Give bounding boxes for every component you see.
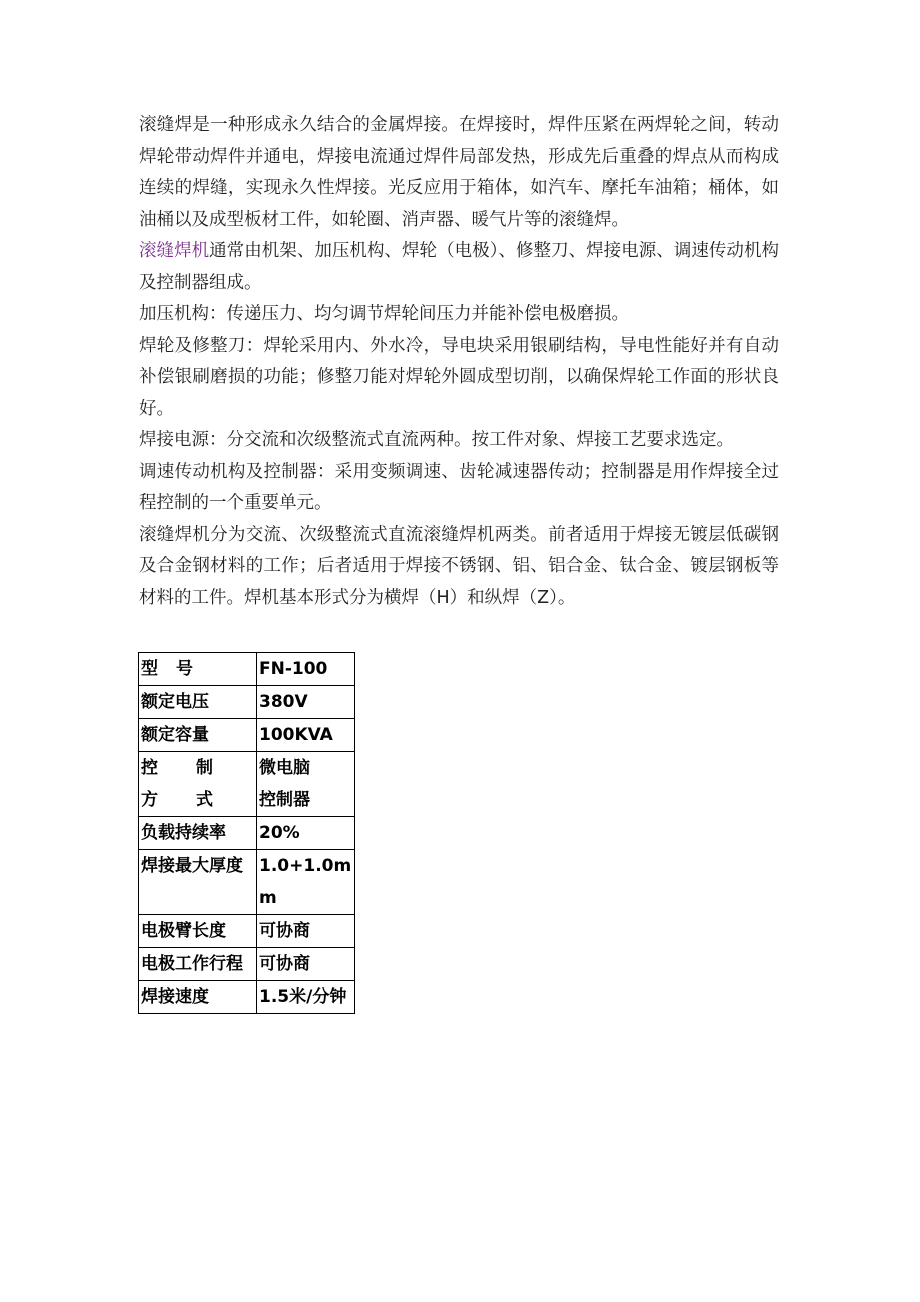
power-supply-paragraph: 焊接电源：分交流和次级整流式直流两种。按工件对象、焊接工艺要求选定。 xyxy=(139,430,734,450)
intro-paragraph: 滚缝焊是一种形成永久结合的金属焊接。在焊接时，焊件压紧在两焊轮之间，转动焊轮带动焊件并通电，焊接电流通过焊件局部发热，形成先后重叠的焊点从而构成连续的焊缝，实现永久性焊接。光反应用于箱体，如汽车、摩托车油箱；桶体，如油桶以及成型板材工件，如轮圈、消声器、暖气片等的滚缝焊。 xyxy=(139,115,779,230)
table-row xyxy=(139,948,355,981)
speed-label: 焊接速度 xyxy=(139,981,257,1014)
capacity-value: 100KVA xyxy=(257,719,355,752)
seam-welder-link[interactable]: 滚缝焊机 xyxy=(139,241,210,261)
wheel-trimmer-paragraph: 焊轮及修整刀：焊轮采用内、外水冷，导电块采用银刷结构，导电性能好并有自动补偿银刷磨损的功能；修整刀能对焊轮外圆成型切削，以确保焊轮工作面的形状良好。 xyxy=(139,335,779,419)
document-body xyxy=(139,110,779,614)
table-row xyxy=(139,817,355,850)
components-paragraph xyxy=(139,236,779,299)
speed-value: 1.5米/分钟 xyxy=(257,981,355,1014)
model-value: FN-100 xyxy=(257,653,355,686)
control-label: 控 制 方 式 xyxy=(139,752,257,817)
spec-table xyxy=(138,652,355,1014)
arm-length-value: 可协商 xyxy=(257,915,355,948)
capacity-label: 额定容量 xyxy=(139,719,257,752)
table-row xyxy=(139,719,355,752)
table-row xyxy=(139,981,355,1014)
duty-label: 负载持续率 xyxy=(139,817,257,850)
components-text: 通常由机架、加压机构、焊轮（电极）、修整刀、焊接电源、调速传动机构及控制器组成。 xyxy=(139,241,779,293)
pressure-mechanism-paragraph: 加压机构：传递压力、均匀调节焊轮间压力并能补偿电极磨损。 xyxy=(139,304,629,324)
table-row xyxy=(139,850,355,915)
stroke-label: 电极工作行程 xyxy=(139,948,257,981)
voltage-value: 380V xyxy=(257,686,355,719)
model-label: 型 号 xyxy=(139,653,257,686)
table-row xyxy=(139,915,355,948)
thickness-label: 焊接最大厚度 xyxy=(139,850,257,915)
thickness-value: 1.0+1.0mm xyxy=(257,850,355,915)
classification-paragraph: 滚缝焊机分为交流、次级整流式直流滚缝焊机两类。前者适用于焊接无镀层低碳钢及合金钢材料的工作；后者适用于焊接不锈钢、铝、铝合金、钛合金、镀层钢板等材料的工件。焊机基本形式分为横焊（H）和纵焊（Z）。 xyxy=(139,524,779,608)
control-value: 微电脑 控制器 xyxy=(257,752,355,817)
stroke-value: 可协商 xyxy=(257,948,355,981)
drive-controller-paragraph: 调速传动机构及控制器：采用变频调速、齿轮减速器传动；控制器是用作焊接全过程控制的一个重要单元。 xyxy=(139,461,779,513)
duty-value: 20% xyxy=(257,817,355,850)
table-row xyxy=(139,686,355,719)
table-row xyxy=(139,653,355,686)
table-row xyxy=(139,752,355,817)
voltage-label: 额定电压 xyxy=(139,686,257,719)
arm-length-label: 电极臂长度 xyxy=(139,915,257,948)
